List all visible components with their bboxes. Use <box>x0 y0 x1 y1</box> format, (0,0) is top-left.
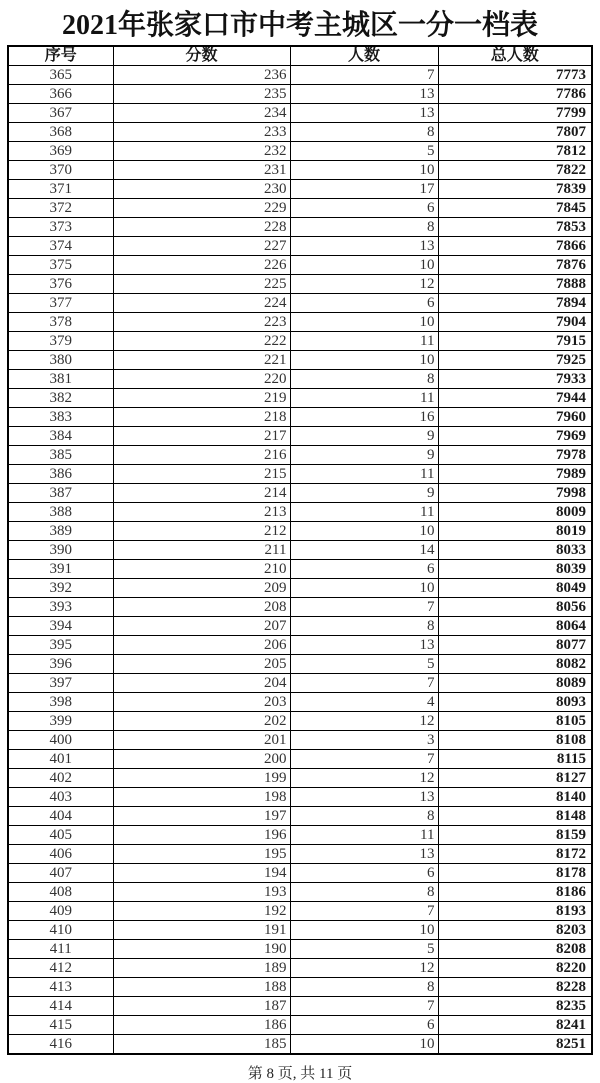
serial-cell: 379 <box>8 332 113 351</box>
table-row <box>8 712 592 731</box>
score-cell: 228 <box>113 218 290 237</box>
count-cell: 13 <box>290 85 438 104</box>
table-row <box>8 85 592 104</box>
score-cell: 197 <box>113 807 290 826</box>
total-cell: 7822 <box>438 161 592 180</box>
count-cell: 8 <box>290 978 438 997</box>
total-cell: 7969 <box>438 427 592 446</box>
serial-cell: 380 <box>8 351 113 370</box>
table-row <box>8 769 592 788</box>
table-row <box>8 560 592 579</box>
total-cell: 7989 <box>438 465 592 484</box>
total-cell: 8082 <box>438 655 592 674</box>
score-cell: 200 <box>113 750 290 769</box>
serial-cell: 375 <box>8 256 113 275</box>
score-cell: 195 <box>113 845 290 864</box>
serial-cell: 374 <box>8 237 113 256</box>
serial-cell: 370 <box>8 161 113 180</box>
total-cell: 8056 <box>438 598 592 617</box>
total-cell: 8019 <box>438 522 592 541</box>
count-cell: 7 <box>290 750 438 769</box>
total-cell: 7888 <box>438 275 592 294</box>
table-row <box>8 446 592 465</box>
score-cell: 233 <box>113 123 290 142</box>
serial-cell: 413 <box>8 978 113 997</box>
total-cell: 7925 <box>438 351 592 370</box>
serial-cell: 384 <box>8 427 113 446</box>
table-row <box>8 142 592 161</box>
count-cell: 10 <box>290 351 438 370</box>
serial-cell: 369 <box>8 142 113 161</box>
count-cell: 6 <box>290 199 438 218</box>
total-cell: 7998 <box>438 484 592 503</box>
serial-cell: 390 <box>8 541 113 560</box>
score-cell: 236 <box>113 66 290 85</box>
score-cell: 226 <box>113 256 290 275</box>
count-cell: 16 <box>290 408 438 427</box>
table-row <box>8 750 592 769</box>
count-cell: 10 <box>290 921 438 940</box>
count-cell: 10 <box>290 161 438 180</box>
total-cell: 8208 <box>438 940 592 959</box>
table-row <box>8 465 592 484</box>
count-cell: 8 <box>290 883 438 902</box>
count-cell: 8 <box>290 123 438 142</box>
score-cell: 214 <box>113 484 290 503</box>
serial-cell: 388 <box>8 503 113 522</box>
total-cell: 8220 <box>438 959 592 978</box>
score-distribution-table <box>7 45 593 1055</box>
score-cell: 223 <box>113 313 290 332</box>
serial-cell: 407 <box>8 864 113 883</box>
serial-cell: 403 <box>8 788 113 807</box>
table-row <box>8 731 592 750</box>
serial-cell: 408 <box>8 883 113 902</box>
table-row <box>8 940 592 959</box>
serial-cell: 386 <box>8 465 113 484</box>
table-row <box>8 978 592 997</box>
count-cell: 11 <box>290 503 438 522</box>
serial-cell: 400 <box>8 731 113 750</box>
table-row <box>8 180 592 199</box>
score-cell: 213 <box>113 503 290 522</box>
table-row <box>8 408 592 427</box>
table-row <box>8 693 592 712</box>
total-cell: 7786 <box>438 85 592 104</box>
page-title: 2021年张家口市中考主城区一分一档表 <box>61 10 538 41</box>
score-cell: 212 <box>113 522 290 541</box>
count-cell: 5 <box>290 940 438 959</box>
score-cell: 201 <box>113 731 290 750</box>
serial-cell: 368 <box>8 123 113 142</box>
score-cell: 225 <box>113 275 290 294</box>
score-cell: 206 <box>113 636 290 655</box>
score-cell: 235 <box>113 85 290 104</box>
total-cell: 7853 <box>438 218 592 237</box>
serial-cell: 412 <box>8 959 113 978</box>
table-row <box>8 66 592 85</box>
count-cell: 9 <box>290 427 438 446</box>
score-cell: 229 <box>113 199 290 218</box>
serial-cell: 382 <box>8 389 113 408</box>
table-row <box>8 826 592 845</box>
serial-cell: 389 <box>8 522 113 541</box>
total-cell: 7904 <box>438 313 592 332</box>
total-cell: 8127 <box>438 769 592 788</box>
serial-cell: 397 <box>8 674 113 693</box>
score-cell: 191 <box>113 921 290 940</box>
total-cell: 8235 <box>438 997 592 1016</box>
count-cell: 10 <box>290 522 438 541</box>
serial-cell: 410 <box>8 921 113 940</box>
score-cell: 193 <box>113 883 290 902</box>
score-cell: 189 <box>113 959 290 978</box>
count-cell: 11 <box>290 332 438 351</box>
score-cell: 198 <box>113 788 290 807</box>
total-cell: 8093 <box>438 693 592 712</box>
score-cell: 234 <box>113 104 290 123</box>
col-header-score: 分数 <box>113 46 290 66</box>
table-row <box>8 123 592 142</box>
table-row <box>8 370 592 389</box>
total-cell: 8140 <box>438 788 592 807</box>
total-cell: 7915 <box>438 332 592 351</box>
table-row <box>8 674 592 693</box>
table-row <box>8 237 592 256</box>
count-cell: 14 <box>290 541 438 560</box>
total-cell: 8077 <box>438 636 592 655</box>
count-cell: 9 <box>290 446 438 465</box>
total-cell: 7866 <box>438 237 592 256</box>
serial-cell: 414 <box>8 997 113 1016</box>
total-cell: 7807 <box>438 123 592 142</box>
score-cell: 207 <box>113 617 290 636</box>
serial-cell: 415 <box>8 1016 113 1035</box>
table-row <box>8 522 592 541</box>
score-cell: 208 <box>113 598 290 617</box>
total-cell: 8039 <box>438 560 592 579</box>
serial-cell: 376 <box>8 275 113 294</box>
table-row <box>8 997 592 1016</box>
score-cell: 209 <box>113 579 290 598</box>
serial-cell: 406 <box>8 845 113 864</box>
total-cell: 8228 <box>438 978 592 997</box>
total-cell: 7978 <box>438 446 592 465</box>
count-cell: 13 <box>290 845 438 864</box>
serial-cell: 393 <box>8 598 113 617</box>
count-cell: 17 <box>290 180 438 199</box>
count-cell: 8 <box>290 370 438 389</box>
total-cell: 8009 <box>438 503 592 522</box>
score-cell: 199 <box>113 769 290 788</box>
count-cell: 7 <box>290 674 438 693</box>
count-cell: 6 <box>290 560 438 579</box>
table-row <box>8 845 592 864</box>
serial-cell: 381 <box>8 370 113 389</box>
table-header-row <box>8 46 592 66</box>
total-cell: 7944 <box>438 389 592 408</box>
serial-cell: 385 <box>8 446 113 465</box>
score-cell: 224 <box>113 294 290 313</box>
score-cell: 192 <box>113 902 290 921</box>
total-cell: 8064 <box>438 617 592 636</box>
table-row <box>8 104 592 123</box>
score-cell: 210 <box>113 560 290 579</box>
count-cell: 12 <box>290 769 438 788</box>
serial-cell: 396 <box>8 655 113 674</box>
col-header-total: 总人数 <box>438 46 592 66</box>
total-cell: 7894 <box>438 294 592 313</box>
total-cell: 8089 <box>438 674 592 693</box>
total-cell: 8105 <box>438 712 592 731</box>
serial-cell: 409 <box>8 902 113 921</box>
table-row <box>8 617 592 636</box>
score-cell: 222 <box>113 332 290 351</box>
count-cell: 6 <box>290 864 438 883</box>
count-cell: 13 <box>290 237 438 256</box>
count-cell: 11 <box>290 389 438 408</box>
count-cell: 12 <box>290 275 438 294</box>
table-row <box>8 294 592 313</box>
score-cell: 220 <box>113 370 290 389</box>
table-row <box>8 389 592 408</box>
score-cell: 231 <box>113 161 290 180</box>
score-cell: 211 <box>113 541 290 560</box>
table-row <box>8 1035 592 1055</box>
serial-cell: 405 <box>8 826 113 845</box>
serial-cell: 416 <box>8 1035 113 1055</box>
table-row <box>8 959 592 978</box>
score-cell: 185 <box>113 1035 290 1055</box>
col-header-serial: 序号 <box>8 46 113 66</box>
count-cell: 10 <box>290 313 438 332</box>
count-cell: 7 <box>290 598 438 617</box>
serial-cell: 392 <box>8 579 113 598</box>
serial-cell: 404 <box>8 807 113 826</box>
table-row <box>8 883 592 902</box>
serial-cell: 372 <box>8 199 113 218</box>
count-cell: 5 <box>290 142 438 161</box>
table-row <box>8 636 592 655</box>
table-row <box>8 275 592 294</box>
score-cell: 202 <box>113 712 290 731</box>
count-cell: 3 <box>290 731 438 750</box>
score-cell: 196 <box>113 826 290 845</box>
total-cell: 8178 <box>438 864 592 883</box>
count-cell: 13 <box>290 104 438 123</box>
count-cell: 11 <box>290 465 438 484</box>
total-cell: 7799 <box>438 104 592 123</box>
count-cell: 10 <box>290 256 438 275</box>
count-cell: 6 <box>290 1016 438 1035</box>
total-cell: 8033 <box>438 541 592 560</box>
table-row <box>8 598 592 617</box>
count-cell: 12 <box>290 959 438 978</box>
total-cell: 7960 <box>438 408 592 427</box>
count-cell: 9 <box>290 484 438 503</box>
score-cell: 219 <box>113 389 290 408</box>
table-row <box>8 921 592 940</box>
serial-cell: 402 <box>8 769 113 788</box>
table-row <box>8 655 592 674</box>
serial-cell: 398 <box>8 693 113 712</box>
score-cell: 186 <box>113 1016 290 1035</box>
total-cell: 8251 <box>438 1035 592 1055</box>
serial-cell: 411 <box>8 940 113 959</box>
count-cell: 7 <box>290 66 438 85</box>
count-cell: 8 <box>290 617 438 636</box>
total-cell: 7933 <box>438 370 592 389</box>
score-cell: 188 <box>113 978 290 997</box>
total-cell: 7845 <box>438 199 592 218</box>
total-cell: 8241 <box>438 1016 592 1035</box>
score-cell: 216 <box>113 446 290 465</box>
serial-cell: 391 <box>8 560 113 579</box>
total-cell: 7773 <box>438 66 592 85</box>
count-cell: 10 <box>290 1035 438 1055</box>
total-cell: 8186 <box>438 883 592 902</box>
count-cell: 8 <box>290 218 438 237</box>
count-cell: 11 <box>290 826 438 845</box>
total-cell: 8172 <box>438 845 592 864</box>
table-row <box>8 864 592 883</box>
table-row <box>8 503 592 522</box>
total-cell: 7839 <box>438 180 592 199</box>
table-row <box>8 313 592 332</box>
score-cell: 232 <box>113 142 290 161</box>
table-row <box>8 1016 592 1035</box>
serial-cell: 373 <box>8 218 113 237</box>
table-row <box>8 541 592 560</box>
table-row <box>8 332 592 351</box>
count-cell: 4 <box>290 693 438 712</box>
total-cell: 7876 <box>438 256 592 275</box>
page-number-footer: 第 8 页, 共 11 页 <box>247 1066 353 1082</box>
total-cell: 8159 <box>438 826 592 845</box>
score-cell: 215 <box>113 465 290 484</box>
serial-cell: 387 <box>8 484 113 503</box>
total-cell: 8203 <box>438 921 592 940</box>
total-cell: 8108 <box>438 731 592 750</box>
table-row <box>8 484 592 503</box>
count-cell: 13 <box>290 788 438 807</box>
total-cell: 8115 <box>438 750 592 769</box>
serial-cell: 367 <box>8 104 113 123</box>
serial-cell: 365 <box>8 66 113 85</box>
table-row <box>8 579 592 598</box>
score-cell: 204 <box>113 674 290 693</box>
table-row <box>8 351 592 370</box>
serial-cell: 383 <box>8 408 113 427</box>
table-row <box>8 218 592 237</box>
count-cell: 12 <box>290 712 438 731</box>
table-row <box>8 256 592 275</box>
count-cell: 13 <box>290 636 438 655</box>
score-cell: 190 <box>113 940 290 959</box>
table-row <box>8 427 592 446</box>
total-cell: 8049 <box>438 579 592 598</box>
serial-cell: 378 <box>8 313 113 332</box>
col-header-count: 人数 <box>290 46 438 66</box>
serial-cell: 399 <box>8 712 113 731</box>
serial-cell: 377 <box>8 294 113 313</box>
count-cell: 6 <box>290 294 438 313</box>
count-cell: 10 <box>290 579 438 598</box>
table-row <box>8 788 592 807</box>
total-cell: 8193 <box>438 902 592 921</box>
count-cell: 7 <box>290 997 438 1016</box>
table-row <box>8 807 592 826</box>
table-body <box>8 66 592 1055</box>
score-cell: 230 <box>113 180 290 199</box>
serial-cell: 366 <box>8 85 113 104</box>
score-cell: 203 <box>113 693 290 712</box>
score-cell: 221 <box>113 351 290 370</box>
total-cell: 8148 <box>438 807 592 826</box>
score-cell: 217 <box>113 427 290 446</box>
count-cell: 5 <box>290 655 438 674</box>
score-cell: 187 <box>113 997 290 1016</box>
count-cell: 8 <box>290 807 438 826</box>
score-cell: 218 <box>113 408 290 427</box>
score-cell: 227 <box>113 237 290 256</box>
table-row <box>8 161 592 180</box>
table-row <box>8 902 592 921</box>
serial-cell: 395 <box>8 636 113 655</box>
serial-cell: 371 <box>8 180 113 199</box>
table-row <box>8 199 592 218</box>
count-cell: 7 <box>290 902 438 921</box>
score-cell: 194 <box>113 864 290 883</box>
total-cell: 7812 <box>438 142 592 161</box>
score-cell: 205 <box>113 655 290 674</box>
serial-cell: 401 <box>8 750 113 769</box>
serial-cell: 394 <box>8 617 113 636</box>
